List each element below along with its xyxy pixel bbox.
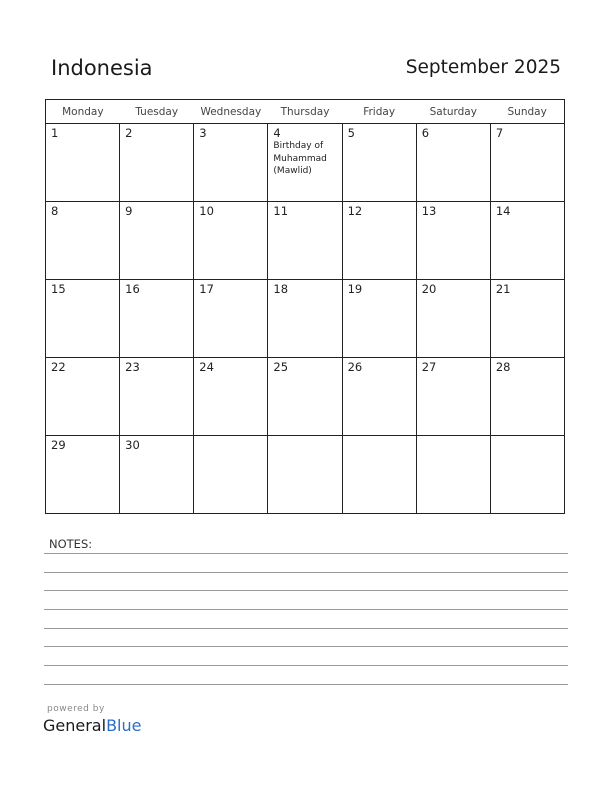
day-number: 28 — [495, 360, 511, 374]
day-number: 13 — [421, 204, 437, 218]
day-cell — [194, 124, 268, 202]
weekday-friday: Friday — [342, 100, 416, 124]
calendar-grid — [45, 99, 565, 514]
day-cell — [416, 436, 490, 514]
day-cell — [46, 202, 120, 280]
day-number: 20 — [421, 282, 437, 296]
weekday-wednesday: Wednesday — [194, 100, 268, 124]
day-cell — [268, 202, 342, 280]
day-cell — [490, 124, 564, 202]
day-cell — [46, 358, 120, 436]
day-number: 2 — [125, 126, 133, 140]
day-number: 29 — [51, 438, 66, 452]
day-number: 3 — [199, 126, 207, 140]
day-cell — [120, 358, 194, 436]
day-number: 1 — [51, 126, 59, 140]
country-title: Indonesia — [51, 56, 153, 80]
day-cell — [120, 280, 194, 358]
note-line — [44, 665, 568, 666]
day-cell — [268, 124, 342, 202]
day-cell — [416, 202, 490, 280]
day-number: 9 — [125, 204, 133, 218]
day-number: 4 — [273, 126, 281, 140]
day-cell — [46, 280, 120, 358]
day-number: 7 — [495, 126, 504, 140]
weekday-saturday: Saturday — [416, 100, 490, 124]
day-cell — [194, 280, 268, 358]
week-row — [46, 202, 565, 280]
weekday-header-row — [46, 100, 565, 124]
month-title: September 2025 — [405, 57, 561, 78]
day-cell — [194, 358, 268, 436]
brand-general: General — [43, 716, 107, 735]
day-cell — [416, 358, 490, 436]
day-number: 30 — [125, 438, 140, 452]
powered-by-text: powered by — [47, 704, 105, 714]
day-number: 11 — [273, 204, 289, 218]
day-number: 8 — [51, 204, 59, 218]
week-row — [46, 280, 565, 358]
day-cell — [268, 280, 342, 358]
day-cell — [416, 280, 490, 358]
weekday-sunday: Sunday — [490, 100, 564, 124]
day-number: 23 — [125, 360, 140, 374]
day-number: 18 — [273, 282, 289, 296]
day-number: 5 — [347, 126, 355, 140]
day-number: 26 — [347, 360, 363, 374]
day-cell — [490, 358, 564, 436]
note-line — [44, 628, 568, 629]
day-cell — [120, 202, 194, 280]
day-number: 27 — [421, 360, 437, 374]
day-cell — [342, 124, 416, 202]
notes-label: NOTES: — [49, 537, 93, 551]
day-cell — [194, 202, 268, 280]
note-line — [44, 590, 568, 591]
holiday-label: Birthday of Muhammad (Mawlid) — [273, 141, 327, 176]
day-number: 14 — [495, 204, 511, 218]
day-number: 10 — [199, 204, 214, 218]
day-cell — [46, 436, 120, 514]
day-cell — [416, 124, 490, 202]
day-number: 17 — [199, 282, 214, 296]
note-line — [44, 609, 568, 610]
brand-blue: Blue — [106, 716, 142, 735]
day-cell — [490, 436, 564, 514]
day-cell — [120, 124, 194, 202]
day-number: 19 — [347, 282, 363, 296]
brand-logo[interactable] — [43, 716, 141, 735]
day-cell — [194, 436, 268, 514]
day-cell — [268, 358, 342, 436]
day-number: 21 — [495, 282, 511, 296]
day-cell — [342, 280, 416, 358]
week-row — [46, 358, 565, 436]
day-number: 25 — [273, 360, 289, 374]
day-cell — [120, 436, 194, 514]
day-number: 6 — [421, 126, 430, 140]
day-cell — [342, 358, 416, 436]
day-number: 15 — [51, 282, 66, 296]
day-number: 22 — [51, 360, 66, 374]
day-cell — [46, 124, 120, 202]
weekday-tuesday: Tuesday — [120, 100, 194, 124]
note-line — [44, 684, 568, 685]
weekday-monday: Monday — [46, 100, 120, 124]
day-number: 16 — [125, 282, 140, 296]
day-cell — [342, 436, 416, 514]
week-row — [46, 436, 565, 514]
note-line — [44, 553, 568, 554]
day-number: 24 — [199, 360, 214, 374]
day-cell — [268, 436, 342, 514]
weekday-thursday: Thursday — [268, 100, 342, 124]
day-number: 12 — [347, 204, 363, 218]
note-line — [44, 572, 568, 573]
week-row — [46, 124, 565, 202]
day-cell — [342, 202, 416, 280]
day-cell — [490, 202, 564, 280]
note-line — [44, 646, 568, 647]
day-cell — [490, 280, 564, 358]
